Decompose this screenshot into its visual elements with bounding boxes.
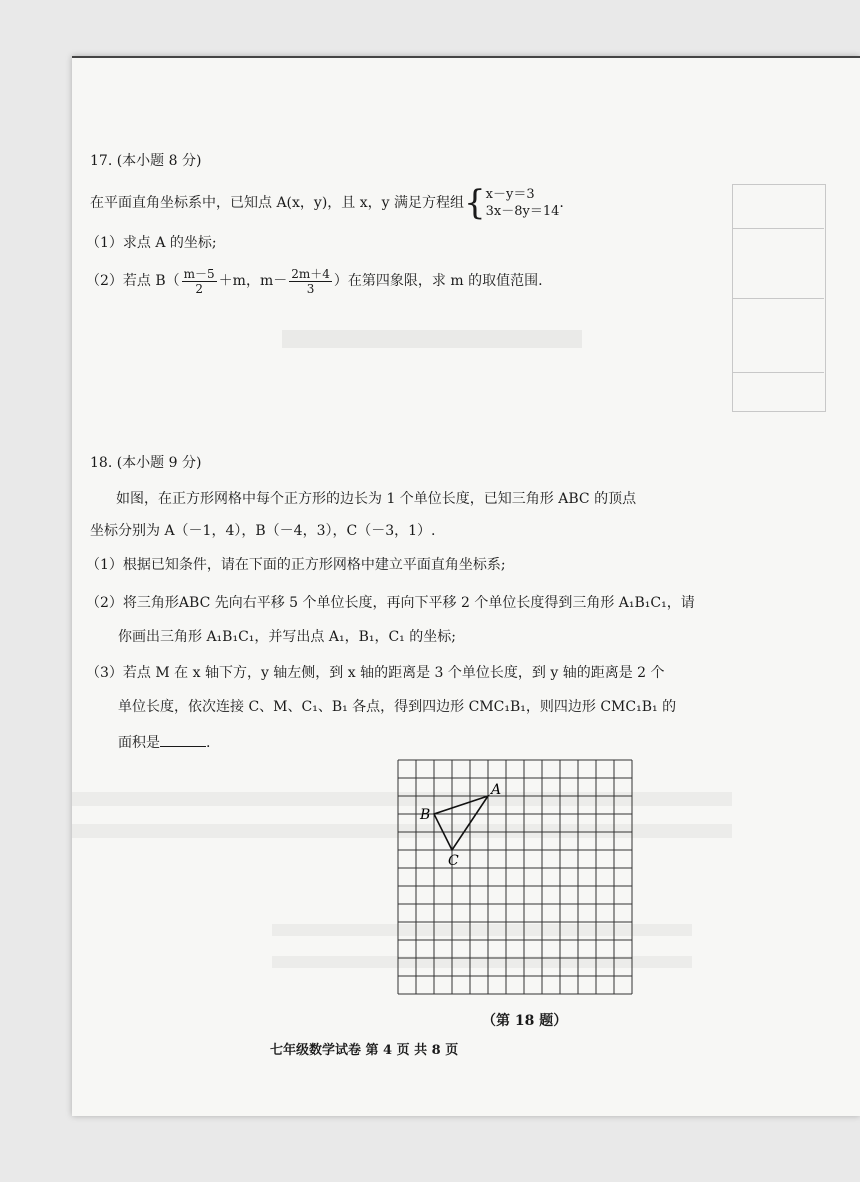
q18-part3-c-text: 面积是 <box>118 735 160 751</box>
fraction-1-numerator: m－5 <box>183 266 215 281</box>
q17-part2-mid: ＋m，m－ <box>218 273 288 289</box>
equation-2: 3x－8y＝14 <box>485 204 560 219</box>
fraction-2-denominator: 3 <box>306 281 315 296</box>
fraction-2 <box>289 267 332 296</box>
figure-caption: （第 18 题） <box>482 1013 568 1029</box>
triangle-abc <box>434 796 488 850</box>
equation-system <box>486 186 560 220</box>
page-footer: 七年级数学试卷 第 4 页 共 8 页 <box>270 1043 459 1058</box>
q18-part1: （1）根据已知条件，请在下面的正方形网格中建立平面直角坐标系; <box>86 557 506 573</box>
bleed-through-band <box>282 330 582 348</box>
system-brace: { <box>464 183 486 223</box>
label-c: C <box>448 853 459 869</box>
q17-stem-end: . <box>559 195 564 211</box>
q17-part1: （1）求点 A 的坐标; <box>86 235 217 251</box>
equation-1: x－y＝3 <box>485 187 535 202</box>
fraction-1 <box>182 267 217 296</box>
q17-part2 <box>86 264 543 298</box>
bleed-through-rule <box>732 328 824 373</box>
q17-stem <box>90 180 564 226</box>
page-top-edge <box>72 56 860 58</box>
fraction-2-numerator: 2m＋4 <box>291 266 330 281</box>
q17-part2-end: ）在第四象限，求 m 的取值范围. <box>333 273 543 289</box>
q18-header: 18. (本小题 9 分) <box>90 455 202 471</box>
q18-part3-a: （3）若点 M 在 x 轴下方，y 轴左侧，到 x 轴的距离是 3 个单位长度，到 y 轴的距离是 2 个 <box>86 665 665 681</box>
fraction-1-denominator: 2 <box>195 281 203 296</box>
q17-stem-text: 在平面直角坐标系中，已知点 A(x，y)，且 x，y 满足方程组 <box>90 195 464 211</box>
q18-part2-b: 你画出三角形 A₁B₁C₁，并写出点 A₁，B₁，C₁ 的坐标; <box>118 629 456 645</box>
q18-part2-a: （2）将三角形ABC 先向右平移 5 个单位长度，再向下平移 2 个单位长度得到三角形 A₁B₁C₁，请 <box>86 595 695 611</box>
answer-blank[interactable] <box>160 732 206 747</box>
grid-lines <box>398 760 632 994</box>
q18-line1: 如图，在正方形网格中每个正方形的边长为 1 个单位长度，已知三角形 ABC 的顶点 <box>116 491 637 507</box>
label-a: A <box>491 782 502 798</box>
q18-part3-end: . <box>206 735 211 751</box>
q17-part2-pre: （2）若点 B（ <box>86 273 180 289</box>
q18-part3-b: 单位长度，依次连接 C、M、C₁、B₁ 各点，得到四边形 CMC₁B₁，则四边形 CMC₁B₁ 的 <box>118 699 677 715</box>
q17-header: 17. (本小题 8 分) <box>90 153 202 169</box>
exam-page <box>72 56 860 1116</box>
q18-line2: 坐标分别为 A（－1，4），B（－4，3），C（－3，1）. <box>90 523 436 539</box>
q18-part3-c <box>118 732 210 752</box>
bleed-through-rule <box>732 184 824 229</box>
grid-figure <box>392 756 642 1006</box>
bleed-through-rule <box>732 254 824 299</box>
label-b: B <box>420 807 431 823</box>
